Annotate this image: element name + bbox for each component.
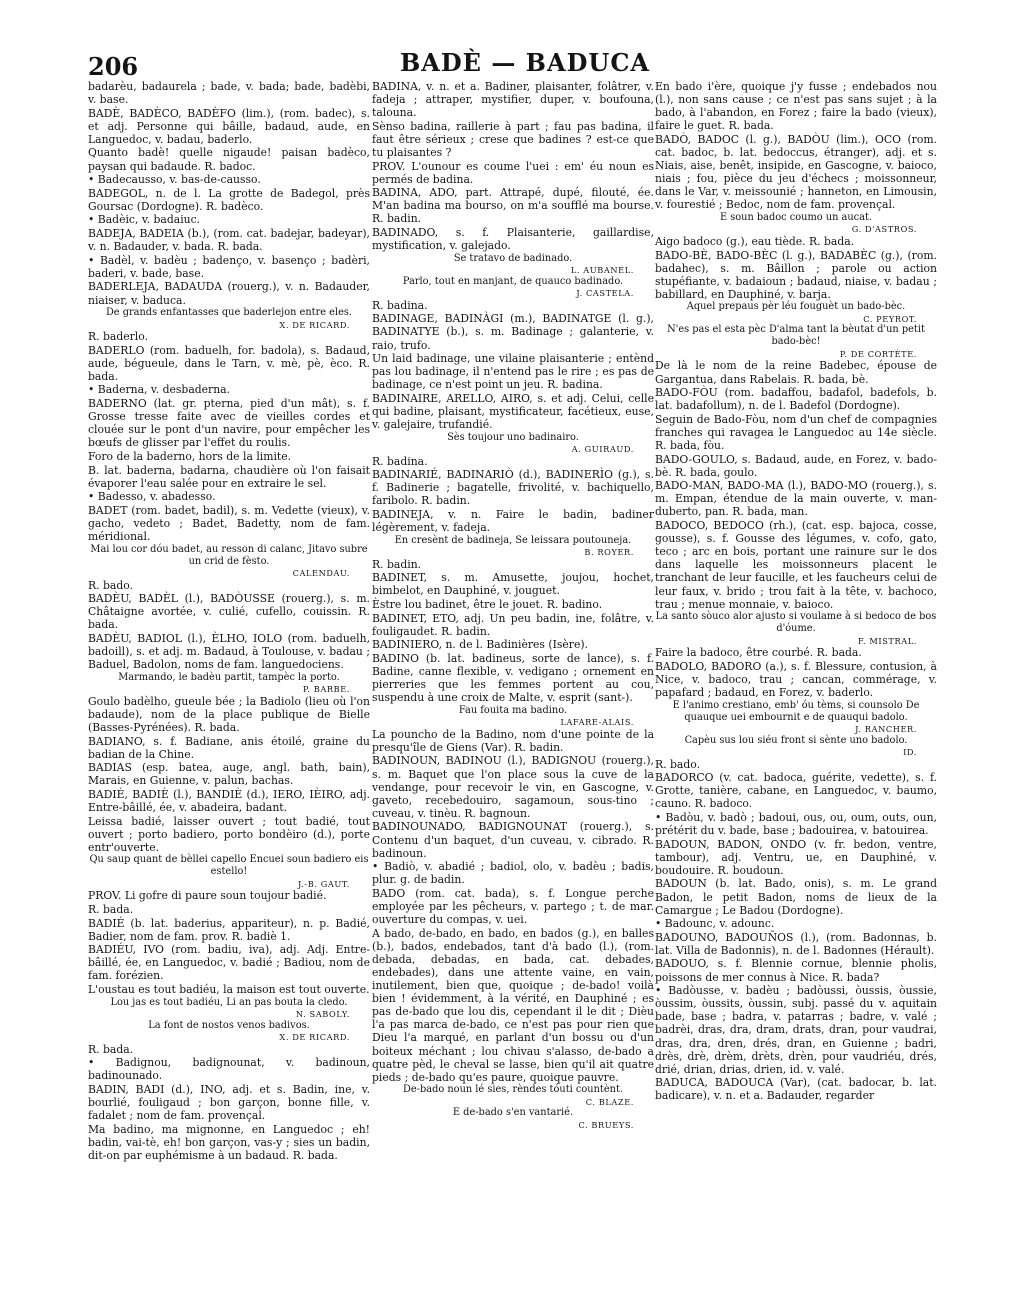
dictionary-entry: Seguin de Bado-Fòu, nom d'un chef de compagnies franches qui ravagea le Languedoc au 14e siècle. R. bada, fòu. [655,412,937,452]
dictionary-entry: • Badòusse, v. badèu ; badòussi, òussis, òussie, òussim, òussits, òussin, subj. passé du v. aquitain bade, base ; badra, v. patarras ; badre, v. valé ; badrèi, dras, dra, dram, drats, dran, pour vaudrai, dras, dra, dren, drés, dran, en Guienne ; badri, drès, drè, drèm, drèts, drèn, pour vaudriéu, drés, drié, drian, drias, drien, id. v. valé. [655,984,937,1076]
dictionary-entry: BADUCA, BADOUCA (Var), (cat. badocar, b. lat. badicare), v. n. et a. Badauder, regarder [655,1076,937,1103]
quotation-attribution: L. AUBANEL. [570,265,634,276]
quotation: Capèu sus lou siéu front si sènte uno badolo. [684,734,908,746]
quotation: E de-bado s'en vantarié. [452,1107,574,1119]
dictionary-entry: BADORCO (v. cat. badoca, guérite, vedette), s. f. Grotte, tanière, cabane, en Languedoc, v. baumo, cauno. R. badoco. [655,771,937,811]
dictionary-entry: Goulo badèlho, gueule bée ; la Badiolo (lieu où l'on badaude), nom de la place publique de Bielle (Basses-Pyrénées). R. bada. [88,694,370,734]
dictionary-entry: Faire la badoco, être courbé. R. bada. [655,646,862,660]
page-number: 206 [88,52,139,81]
dictionary-entry: BADERLO (rom. baduelh, for. badola), s. Badaud, aude, bégueule, dans le Tarn, v. mè, pè, èco. R. bada. [88,343,370,383]
dictionary-entry: BADINIERO, n. de l. Badinières (Isère). [372,638,588,652]
dictionary-entry: BADIÉ (b. lat. baderius, appariteur), n. p. Badié, Badier, nom de fam. prov. R. badiè 1. [88,916,370,943]
quotation-attribution: P. BARBE. [302,684,350,695]
dictionary-entry: BADERNO (lat. gr. pterna, pied d'un mât), s. f. Grosse tresse faite avec de vieilles cordes et clouée sur le pont d'un navire, pour empêcher les bœufs de glisser par l'effet du roulis. [88,397,370,450]
dictionary-entry: R. bada. [88,902,134,916]
quotation-attribution: X. DE RICARD. [279,319,350,330]
dictionary-entry: PROV. Li gofre di paure soun toujour badié. [88,889,327,903]
quotation-attribution: CALENDAU. [292,568,350,579]
dictionary-entry: L'oustau es tout badiéu, la maison est tout ouverte. [88,983,370,997]
dictionary-entry: Foro de la baderno, hors de la limite. [88,449,292,463]
dictionary-entry: BADINARIÉ, BADINARIÒ (d.), BADINERÌO (g.), s. f. Badinerie ; bagatelle, frivolité, v. bachiquello, faribolo. R. badin. [372,468,654,508]
quotation: La font de nostos venos badivos. [148,1019,310,1031]
dictionary-entry: • Baderna, v. desbaderna. [88,383,231,397]
dictionary-entry: BADOUN (b. lat. Bado, onis), s. m. Le grand Badon, le petit Badon, noms de lieux de la Camargue ; Le Badou (Dordogne). [655,877,937,917]
quotation: Lou jas es tout badiéu, Li an pas bouta la cledo. [110,996,348,1008]
quotation-attribution: F. MISTRAL. [857,635,917,646]
dictionary-entry: BADOLO, BADORO (a.), s. f. Blessure, contusion, à Nice, v. badoco, trau ; cancan, commérage, v. papafard ; badaud, en Forez, v. baderlo. [655,659,937,699]
quotation-attribution: N. SABOLY. [295,1009,350,1020]
dictionary-entry: BADO-FÒU (rom. badaffou, badafol, badefols, b. lat. badafollum), n. de l. Badefol (Dordogne). [655,386,937,413]
dictionary-entry: R. badin. [372,557,422,571]
dictionary-entry: • Badèic, v. badaiuc. [88,213,201,227]
quotation-attribution: LAFARE-ALAIS. [560,717,634,728]
dictionary-entry: BADINEJA, v. n. Faire le badin, badiner légèrement, v. fadeja. [372,508,654,535]
dictionary-entry: R. baderlo. [88,330,148,344]
quotation: Aquel prepaus pèr léu fouguèt un bado-bèc. [686,301,906,313]
quotation-attribution: J. RANCHER. [855,724,917,735]
quotation: De grands enfantasses que baderlejon entre eles. [105,307,353,319]
quotation: Fau fouita ma badino. [458,704,568,716]
dictionary-entry: A bado, de-bado, en bado, en bados (g.), en balles (b.), bados, endebados, tant d'à bado (l.), (rom. debada, debadas, en bada, cat. debades, endebades), dans une attente vaine, en vain, inutilement, bien que, quoique ; de-bado! voilà bien ! évidemment, à la vérité, en Dauphiné ; es pas de-bado que lou dis, cependant il le dit ; Dièu l'a pas marca de-bado, ce n'est pas pour rien que Dieu l'a marqué, en parlant d'un bossu ou d'un boiteux méchant ; lou chivau s'alasso, de-bado a quatre pèd, le cheval se lasse, bien qu'il ait quatre pieds ; de-bado qu'es paure, quoique pauvre. [372,926,654,1084]
dictionary-entry: • Badesso, v. abadesso. [88,490,216,504]
dictionary-entry: • Badignou, badignounat, v. badinoun, badinounado. [88,1056,370,1083]
quotation-attribution: C. BRUEYS. [578,1119,634,1130]
dictionary-entry: BADO-GOULO, s. Badaud, aude, en Forez, v. bado-bè. R. bada, goulo. [655,452,937,479]
dictionary-entry: BADIÉU, IVO (rom. badiu, iva), adj. Adj. Entre-bâillé, ée, en Languedoc, v. badié ; Badiou, nom de fam. forézien. [88,943,370,983]
dictionary-entry: BADINOUNADO, BADIGNOUNAT (rouerg.), s. Contenu d'un baquet, d'un cuveau, v. cibrado. R. badinoun. [372,820,654,860]
dictionary-entry: • Badèl, v. badèu ; badenço, v. basenço ; badèri, baderi, v. bade, base. [88,253,370,280]
dictionary-entry: BADOCO, BEDOCO (rh.), (cat. esp. bajoca, cosse, gousse), s. f. Gousse des légumes, v. cofo, gato, teco ; arc en bois, portant une rainure sur le dos dans laquelle les moissonneurs placent le tranchant de leur faucille, et les faucheurs celui de leur faux, v. brido ; trou fait à la tête, v. bachoco, trau ; menue monnaie, v. baioco. [655,519,937,611]
quotation: De-bado noun lé sies, rèndes tóuti countènt. [403,1084,623,1096]
dictionary-entry: BADIN, BADI (d.), INO, adj. et s. Badin, ine, v. bourlié, fouligaud ; bon garçon, bonne fille, v. fadalet ; nom de fam. provençal. [88,1082,370,1123]
dictionary-entry: BADINAGE, BADINÀGI (m.), BADINATGE (l. g.), BADINATYE (b.), s. m. Badinage ; galanterie, v. raio, trufo. [372,312,654,352]
dictionary-entry: R. bado. [655,757,700,771]
quotation: Qu saup quant de bèllei capello Encuei soun badiero eis estello! [89,854,369,878]
quotation-attribution: A. GUIRAUD. [571,444,634,455]
quotation: Marmando, le badèu partit, tampèc la porto. [118,671,340,683]
dictionary-entry: Un laid badinage, une vilaine plaisanterie ; entènd pas lou badinage, il n'entend pas le rire ; es pas de badinage, ce n'est point un jeu. R. badina. [372,352,654,392]
dictionary-entry: badarèu, badaurela ; bade, v. bada; bade, badèbi, v. base. [88,80,370,107]
dictionary-entry: R. badina. [372,454,428,468]
dictionary-entry: BADINA, v. n. et a. Badiner, plaisanter, folâtrer, v. fadeja ; attraper, mystifier, duper, v. boufouna, talouna. [372,80,654,120]
dictionary-entry: • Badecausso, v. bas-de-causso. [88,173,261,187]
dictionary-entry: BADINA, ADO, part. Attrapé, dupé, filouté, ée. M'an badina ma bourso, on m'a soufflé ma bourse. R. badin. [372,186,654,226]
dictionary-entry: BADOUN, BADON, ONDO (v. fr. bedon, ventre, tambour), adj. Ventru, ue, en Dauphiné, v. boudouire. R. boudoun. [655,837,937,877]
quotation: Mai lou cor dóu badet, au resson di calanc, Jitavo subre un crid de fèsto. [90,543,368,567]
dictionary-entry: BADIAS (esp. batea, auge, angl. bath, bain), Marais, en Guienne, v. palun, bachas. [88,761,370,788]
dictionary-entry: BADINET, ETO, adj. Un peu badin, ine, folâtre, v. fouligaudet. R. badin. [372,611,654,638]
quotation: Sès toujour uno badinairo. [447,431,579,443]
running-head: BADÈ — BADUCA [399,48,651,77]
dictionary-entry: BADO-BÈ, BADO-BÈC (l. g.), BADABÈC (g.), (rom. badahec), s. m. Bâillon ; parole ou action stupéfiante, v. badaioun ; badaud, niaise, v. badau ; babillard, en Dauphiné, v. barja. [655,248,937,301]
dictionary-entry: BADET (rom. badet, badil), s. m. Vedette (vieux), v. gacho, vedeto ; Badet, Badetty, nom de fam. méridional. [88,503,370,543]
dictionary-entry: Aigo badoco (g.), eau tiède. R. bada. [655,234,855,248]
dictionary-entry: BADÒ, BADOC (l. g.), BADÒU (lim.), OCO (rom. cat. badoc, b. lat. bedoccus, étranger), adj. et s. Niais, aise, benêt, insipide, en Gascogne, v. baioco, niais ; fou, pièce du jeu d'échecs ; moissonneur, dans le Var, v. meissounié ; hanneton, en Limousin, v. fourestié ; Bedoc, nom de fam. provençal. [655,132,937,212]
dictionary-entry: BADÈ, BADÈCO, BADÈFO (lim.), (rom. badec), s. et adj. Personne qui bâille, badaud, aude, en Languedoc, v. badau, baderlo. [88,106,370,146]
dictionary-entry: B. lat. baderna, badarna, chaudière où l'on faisait évaporer l'eau salée pour en extraire le sel. [88,463,370,490]
dictionary-entry: BADOUO, s. f. Blennie cornue, blennie pholis, poissons de mer connus à Nice. R. bada? [655,957,937,984]
dictionary-entry: • Badiò, v. abadié ; badiol, olo, v. badèu ; badis, plur. g. de badin. [372,860,654,887]
quotation: La santo sòuco alor ajusto si voulame à si bedoco de bos d'óume. [655,611,937,635]
quotation: E l'animo crestiano, emb' óu tèms, si counsolo De quauque uei embournit e de quauqui badolo. [672,699,920,723]
dictionary-entry: R. bado. [88,578,133,592]
quotation-attribution: C. BLAZE. [585,1096,634,1107]
quotation: En cresènt de badineja, Se leissara poutouneja. [394,534,632,546]
column-middle [372,80,654,1130]
quotation-attribution: G. D'ASTROS. [851,224,917,235]
dictionary-entry: PROV. L'ounour es coume l'uei : em' éu noun es permés de badina. [372,159,654,186]
dictionary-entry: Sènso badina, raillerie à part ; fau pas badina, il faut être sérieux ; crese que badines ? est-ce que tu plaisantes ? [372,119,654,159]
dictionary-entry: BADINET, s. m. Amusette, joujou, hochet, bimbelot, en Dauphiné, v. jouguet. [372,571,654,598]
dictionary-entry: Leissa badié, laisser ouvert ; tout badié, tout ouvert ; porto badiero, porto bondèiro (d.), porte entr'ouverte. [88,814,370,854]
dictionary-entry: Quanto badè! quelle nigaude! paisan badèco, paysan qui badaude. R. badoc. [88,146,370,173]
quotation-attribution: ID. [903,747,917,758]
dictionary-entry: BADIÉ, BADIÈ (l.), BANDIÈ (d.), IERO, IÈIRO, adj. Entre-bâillé, ée, v. abadeira, badant. [88,787,370,814]
dictionary-entry: Èstre lou badinet, être le jouet. R. badino. [372,598,603,611]
dictionary-entry: BADINADO, s. f. Plaisanterie, gaillardise, mystification, v. galejado. [372,226,654,253]
dictionary-entry: BADIANO, s. f. Badiane, anis étoilé, graine du badian de la Chine. [88,734,370,761]
dictionary-entry: BADO (rom. cat. bada), s. f. Longue perche employée par les pêcheurs, v. partego ; t. de mar. ouverture du compas, v. uei. [372,886,654,927]
dictionary-entry: BADO-MAN, BADO-MA (l.), BADO-MO (rouerg.), s. m. Empan, étendue de la main ouverte, v. man-duberto, pan. R. bada, man. [655,479,937,519]
quotation-attribution: C. PEYROT. [863,313,917,324]
dictionary-entry: BADÈU, BADÈL (l.), BADÒUSSE (rouerg.), s. m. Châtaigne avortée, v. culié, cufello, couissin. R. bada. [88,592,370,632]
dictionary-entry: • Badòu, v. badò ; badoui, ous, ou, oum, outs, oun, prétérit du v. bade, base ; badouirea, v. batouirea. [655,810,937,838]
quotation-attribution: J. CASTELA. [576,288,634,299]
dictionary-entry: R. badina. [372,298,428,312]
quotation-attribution: X. DE RICARD. [279,1032,350,1043]
dictionary-entry: BADOUNO, BADOUÑOS (l.), (rom. Badonnas, b. lat. Villa de Badonnis), n. de l. Badonnes (Hérault). [655,930,937,957]
quotation-attribution: P. DE CORTÈTE. [839,348,917,359]
dictionary-entry: BADINAIRE, ARELLO, AIRO, s. et adj. Celui, celle qui badine, plaisant, mystificateur, facétieux, euse, v. galejaire, trufandié. [372,391,654,432]
quotation: Se tratavo de badinado. [453,252,573,264]
dictionary-entry: BADERLEJA, BADAUDA (rouerg.), v. n. Badauder, niaiser, v. baduca. [88,280,370,307]
quotation: N'es pas el esta pèc D'alma tant la bèutat d'un petit bado-bèc! [667,324,925,348]
dictionary-entry: En bado i'ère, quoique j'y fusse ; endebados nou (l.), non sans cause ; ce n'est pas sans sujet ; à la bado, à l'abandon, en Forez ; faire la bado (vieux), faire le guet. R. bada. [655,80,937,133]
dictionary-entry: • Badounc, v. adounc. [655,917,775,931]
quotation: Parlo, tout en manjant, de quauco badinado. [402,275,624,287]
column-left [88,80,370,1162]
dictionary-entry: BADINO (b. lat. badineus, sorte de lance), s. f. Badine, canne flexible, v. vedigano ; ornement en pierreries que les femmes portent au cou, suspendu à une croix de Malte, v. esprit (sant-). [372,651,654,705]
dictionary-entry: BADEJA, BADEIA (b.), (rom. cat. badejar, badeyar), v. n. Badauder, v. bada. R. bada. [88,227,370,254]
quotation-attribution: B. ROYER. [584,547,634,558]
dictionary-entry: La pouncho de la Badino, nom d'une pointe de la presqu'île de Giens (Var). R. badin. [372,727,654,754]
column-right [655,80,937,1103]
dictionary-entry: BADINOUN, BADINOU (l.), BADIGNOU (rouerg.), s. m. Baquet que l'on place sous la cuve de la vendange, pour recevoir le vin, en Gascogne, v. gaveto, recebedouiro, sagamoun, sous-tino ; cuveau, v. tinèu. R. bagnoun. [372,754,654,820]
dictionary-entry: BADÈU, BADIOL (l.), ÈLHO, IOLO (rom. baduelh, badoill), s. et adj. m. Badaud, à Toulouse, v. badau ; Baduel, Badolon, noms de fam. languedociens. [88,631,370,672]
dictionary-entry: BADEGOL, n. de l. La grotte de Badegol, près Goursac (Dordogne). R. badèco. [88,186,370,213]
dictionary-entry: Ma badino, ma mignonne, en Languedoc ; eh! badin, vai-tè, eh! bon garçon, vas-y ; sies un badin, dit-on par euphémisme à un badaud. R. bada. [88,1122,370,1162]
dictionary-entry: R. bada. [88,1042,134,1056]
dictionary-entry: De là le nom de la reine Badebec, épouse de Gargantua, dans Rabelais. R. bada, bè. [655,359,937,386]
quotation-attribution: J.-B. GAUT. [297,878,350,889]
quotation: E soun badoc coumo un aucat. [719,211,873,223]
